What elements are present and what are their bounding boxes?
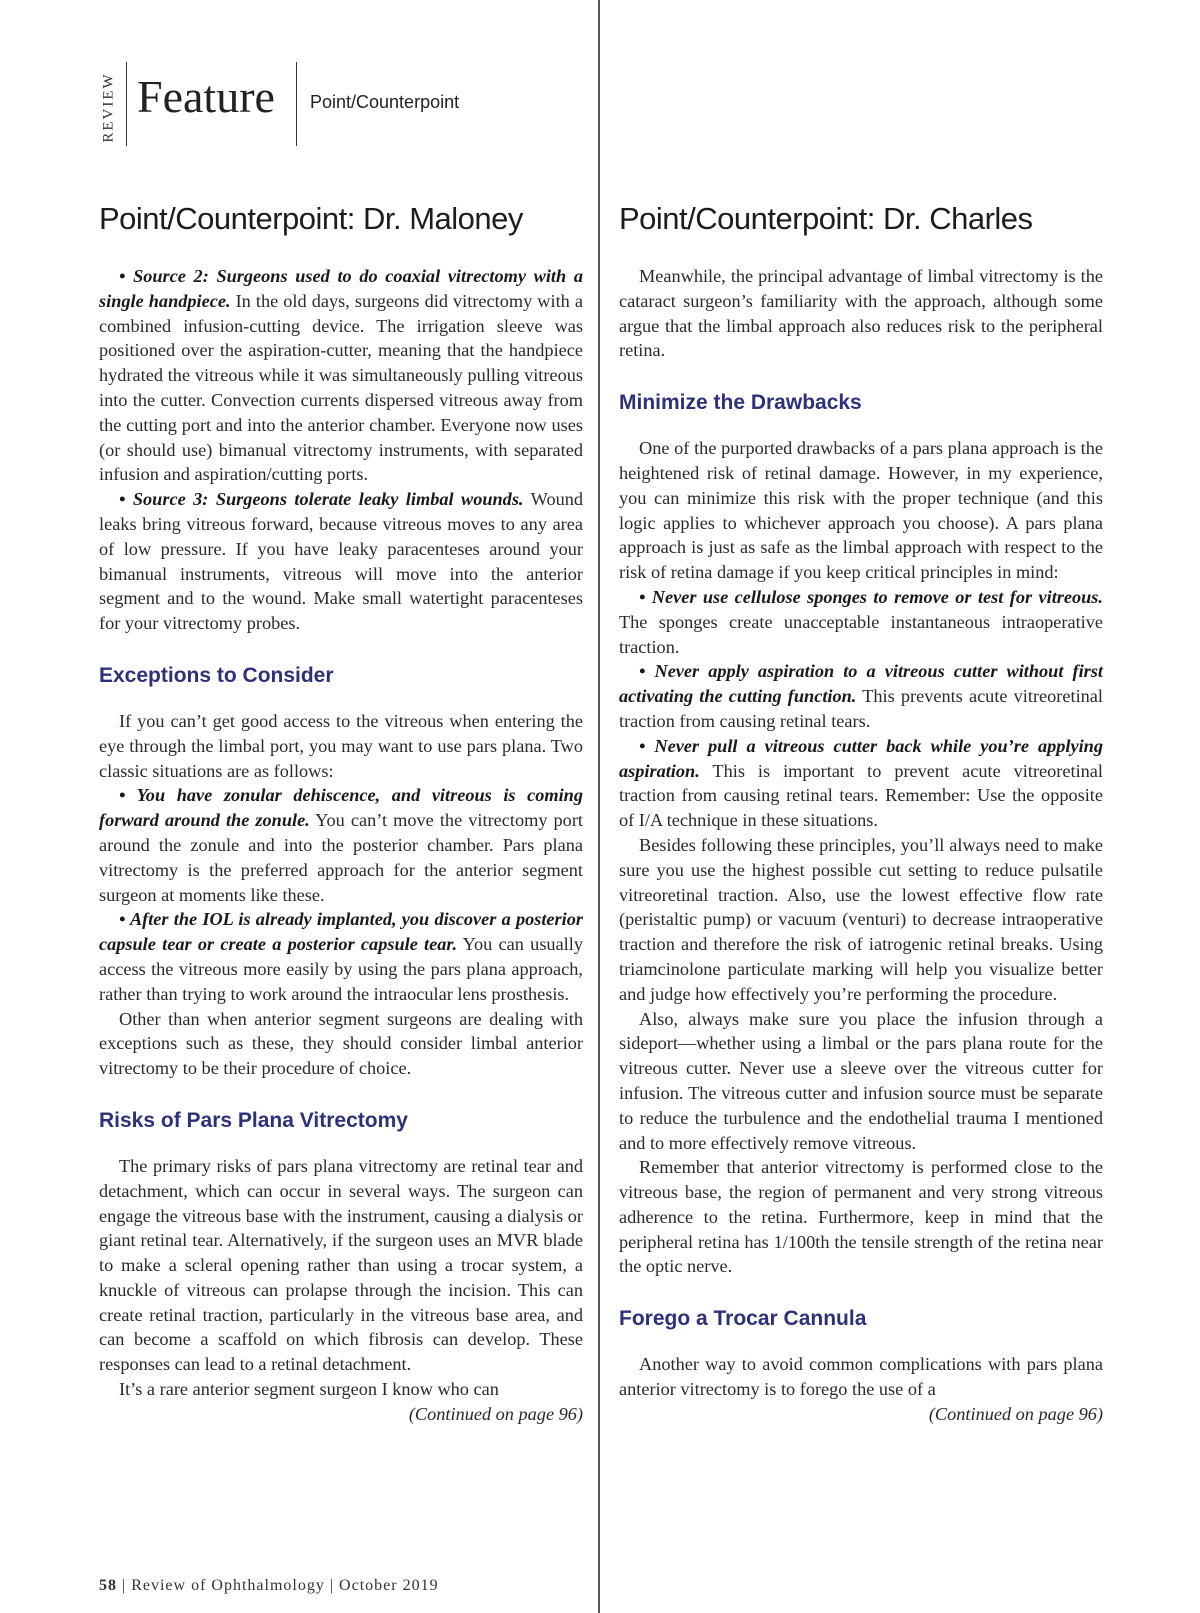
paragraph: Meanwhile, the principal advantage of limbal vitrectomy is the cataract surgeon’s familiarity with the approach, although some argue that the limbal approach also reduces risk to the peripheral retina. (619, 266, 1103, 361)
paragraph: • After the IOL is already implanted, you discover a posterior capsule tear or create a posterior capsule tear. You can usually access the vitreous more easily by using the pars plana approach, rather than trying to work around the intraocular lens prosthesis. (99, 909, 583, 1004)
paragraph: Remember that anterior vitrectomy is performed close to the vitreous base, the region of permanent and very strong vitreous adherence to the retina. Furthermore, keep in mind that the peripheral retina has 1/100th the tensile strength of the retina near the optic nerve. (619, 1157, 1103, 1277)
left-column (99, 195, 583, 1426)
bullet-lead: • Source 3: Surgeons tolerate leaky limbal wounds. (119, 489, 524, 510)
header-divider-right (296, 62, 297, 146)
paragraph: • Never apply aspiration to a vitreous cutter without first activating the cutting function. This prevents acute vitreoretinal traction from causing retinal tears. (619, 661, 1104, 731)
header-divider-left (126, 62, 127, 146)
paragraph: • Source 3: Surgeons tolerate leaky limbal wounds. Wound leaks bring vitreous forward, because vitreous moves to any area of low pressure. If you have leaky paracenteses around your bimanual instruments, vitreous will move into the anterior segment and to the wound. Make small watertight paracenteses for your vitrectomy probes. (99, 489, 584, 634)
bullet-lead: • Never use cellulose sponges to remove or test for vitreous. (639, 586, 1103, 607)
paragraph: • Source 2: Surgeons used to do coaxial vitrectomy with a single handpiece. In the old days, surgeons did vitrectomy with a combined infusion-cutting device. The irrigation sleeve was positioned over the aspiration-cutter, meaning that the handpiece hydrated the vitreous while it was simultaneously pulling vitreous into the cutter. Convection currents dispersed vitreous away from the cutting port and into the anterior chamber. Everyone now uses (or should use) bimanual vitrectomy instruments, with separated infusion and aspiration/cutting ports. (99, 266, 583, 485)
subheading-forego: Forego a Trocar Cannula (619, 1307, 867, 1331)
paragraph: If you can’t get good access to the vitreous when entering the eye through the limbal port, you may want to use pars plana. Two classic situations are as follows: (99, 710, 583, 781)
review-vertical-label: REVIEW (100, 71, 117, 143)
bullet-lead: • Never apply aspiration to a vitreous cutter without first activating the cutting function. (619, 661, 1103, 707)
page-footer: 58 | Review of Ophthalmology | October 2019 (99, 1577, 439, 1594)
page-number: 58 (99, 1577, 117, 1594)
subheading-exceptions: Exceptions to Consider (99, 663, 334, 687)
left-column-title: Point/Counterpoint: Dr. Maloney (99, 201, 523, 236)
paragraph: • Never pull a vitreous cutter back while you’re applying aspiration. This is important to prevent acute vitreoretinal traction from causing retinal tears. Remember: Use the opposite of I/A technique in these situations. (619, 735, 1103, 831)
right-column (619, 195, 1103, 1426)
continued-note: (Continued on page 96) (928, 1403, 1103, 1424)
journal-name: Review of Ophthalmology (131, 1577, 325, 1594)
paragraph: Other than when anterior segment surgeons are dealing with exceptions such as these, they should consider limbal anterior vitrectomy to be their procedure of choice. (99, 1008, 583, 1079)
right-column-title: Point/Counterpoint: Dr. Charles (619, 201, 1033, 236)
paragraph: Also, always make sure you place the infusion through a sideport—whether using a limbal or the pars plana route for the vitreous cutter. Never use a sleeve over the vitreous cutter for infusion. The vitreous cutter and infusion source must be separate to reduce the turbulence and the endothelial trauma I mentioned and to more effectively remove vitreous. (619, 1008, 1103, 1153)
section-title: Feature (137, 71, 275, 122)
paragraph: Besides following these principles, you’ll always need to make sure you use the highest possible cut setting to reduce pulsatile vitreoretinal traction. Also, use the lowest effective flow rate (peristaltic pump) or vacuum (venturi) to decrease intraoperative traction and therefore the risk of iatrogenic retinal breaks. Using triamcinolone particulate marking will help you visualize better and judge how effectively you’re performing the procedure. (619, 834, 1103, 1004)
bullet-lead: • You have zonular dehiscence, and vitreous is coming forward around the zonule. (99, 785, 583, 831)
paragraph: One of the purported drawbacks of a pars plana approach is the heightened risk of retinal damage. However, in my experience, you can minimize this risk with the proper technique (and this logic applies to whichever approach you choose). A pars plana approach is just as safe as the limbal approach with respect to the risk of retina damage if you keep critical principles in mind: (619, 438, 1103, 583)
bullet-lead: • Never pull a vitreous cutter back while you’re applying aspiration. (619, 735, 1103, 781)
paragraph: • Never use cellulose sponges to remove or test for vitreous. The sponges create unacceptable instantaneous intraoperative traction. (619, 586, 1103, 657)
bullet-lead: • After the IOL is already implanted, you discover a posterior capsule tear or create a posterior capsule tear. (99, 909, 583, 955)
subheading-risks: Risks of Pars Plana Vitrectomy (99, 1108, 408, 1132)
continued-note: (Continued on page 96) (408, 1403, 583, 1424)
subheading-minimize: Minimize the Drawbacks (619, 391, 862, 415)
issue-date: October 2019 (339, 1577, 439, 1594)
section-subtitle: Point/Counterpoint (310, 92, 460, 112)
paragraph: • You have zonular dehiscence, and vitreous is coming forward around the zonule. You can’t move the vitrectomy port around the zonule and into the posterior chamber. Pars plana vitrectomy is the preferred approach for the anterior segment surgeon at moments like these. (99, 785, 583, 905)
bullet-lead: • Source 2: Surgeons used to do coaxial vitrectomy with a single handpiece. (99, 266, 583, 311)
column-divider (598, 0, 600, 1613)
paragraph: The primary risks of pars plana vitrectomy are retinal tear and detachment, which can occur in several ways. The surgeon can engage the vitreous base with the instrument, causing a dialysis or giant retinal tear. Alternatively, if the surgeon uses an MVR blade to make a scleral opening rather than using a trocar system, a knuckle of vitreous can prolapse through the incision. This can create retinal traction, particularly in the vitreous base area, and can become a scaffold on which fibrosis can develop. These responses can lead to a retinal detachment. (99, 1155, 583, 1375)
paragraph: It’s a rare anterior segment surgeon I know who can (119, 1379, 499, 1400)
paragraph: Another way to avoid common complications with pars plana anterior vitrectomy is to forego the use of a (619, 1354, 1103, 1400)
